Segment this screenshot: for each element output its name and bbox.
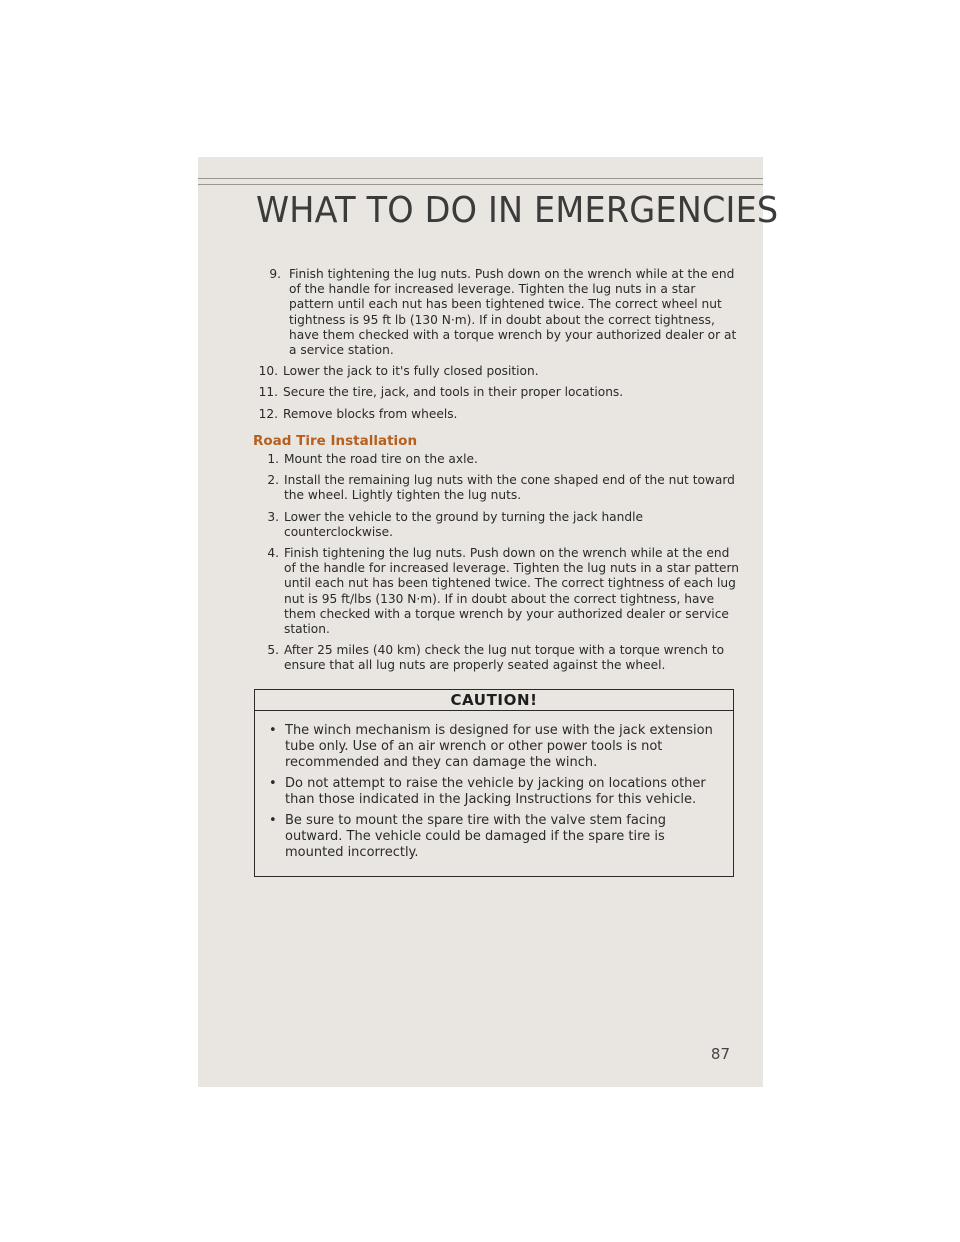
step-number: 4. [267,546,279,561]
list-item [254,643,739,673]
step-number: 2. [267,473,279,488]
step-text: Secure the tire, jack, and tools in their proper locations. [283,385,624,400]
caution-item [265,776,723,808]
step-text: After 25 miles (40 km) check the lug nut torque with a torque wrench to ensure that all lug nuts are properly seated against the wheel. [284,643,725,673]
bullet-icon: • [269,722,277,738]
caution-item [265,723,723,771]
step-number: 11. [258,385,278,400]
caution-box [254,689,734,877]
list-item [254,546,739,637]
caution-list [255,711,733,876]
step-text: Finish tightening the lug nuts. Push down on the wrench while at the end of the handle for increased leverage. Tighten the lug nuts in a star pattern until each nut has been tightened twice. The correct wheel nut tightness is 95 ft lb (130 N·m). If in doubt about the correct tightness, have them checked with a torque wrench by your authorized dealer or at a service station. [289,267,737,358]
step-text: Finish tightening the lug nuts. Push down on the wrench while at the end of the handle for increased leverage. Tighten the lug nuts in a star pattern until each nut has been tightened twice. The correct tightness of each lug nut is 95 ft/lbs (130 N·m). If in doubt about the correct tightness, have them checked with a torque wrench by your authorized dealer or service station. [284,546,740,637]
caution-text: Do not attempt to raise the vehicle by jacking on locations other than those indicated in the Jacking Instructions for this vehicle. [285,775,706,807]
bullet-icon: • [269,812,277,828]
step-text: Mount the road tire on the axle. [284,452,478,467]
list-item [254,385,739,400]
step-number: 10. [258,364,278,379]
continued-steps-list [254,267,739,422]
page-content [254,267,739,877]
step-number: 1. [267,452,279,467]
section-title: WHAT TO DO IN EMERGENCIES [256,190,779,231]
list-item [254,364,739,379]
header-rule-top [198,178,763,179]
step-text: Install the remaining lug nuts with the cone shaped end of the nut toward the wheel. Lightly tighten the lug nuts. [284,473,735,503]
header-rule-bottom [198,184,763,185]
step-number: 3. [267,509,279,524]
list-item [254,510,739,540]
caution-title: CAUTION! [255,690,733,711]
list-item [254,473,739,503]
road-tire-steps-list [254,452,739,674]
caution-text: The winch mechanism is designed for use with the jack extension tube only. Use of an air wrench or other power tools is not recommended and they can damage the winch. [285,722,713,770]
road-tire-heading: Road Tire Installation [253,432,418,449]
step-number: 5. [267,643,279,658]
page-number: 87 [710,1045,730,1063]
caution-text: Be sure to mount the spare tire with the valve stem facing outward. The vehicle could be damaged if the spare tire is mounted incorrectly. [285,812,667,860]
step-text: Remove blocks from wheels. [283,406,458,421]
step-number: 9. [269,267,281,281]
list-item [254,267,739,358]
step-text: Lower the vehicle to the ground by turning the jack handle counterclockwise. [284,509,643,539]
bullet-icon: • [269,775,277,791]
manual-page [198,157,779,1087]
step-text: Lower the jack to it's fully closed position. [283,364,539,379]
step-number: 12. [258,406,278,421]
list-item [254,452,739,467]
list-item [254,407,739,422]
caution-item [265,813,723,861]
